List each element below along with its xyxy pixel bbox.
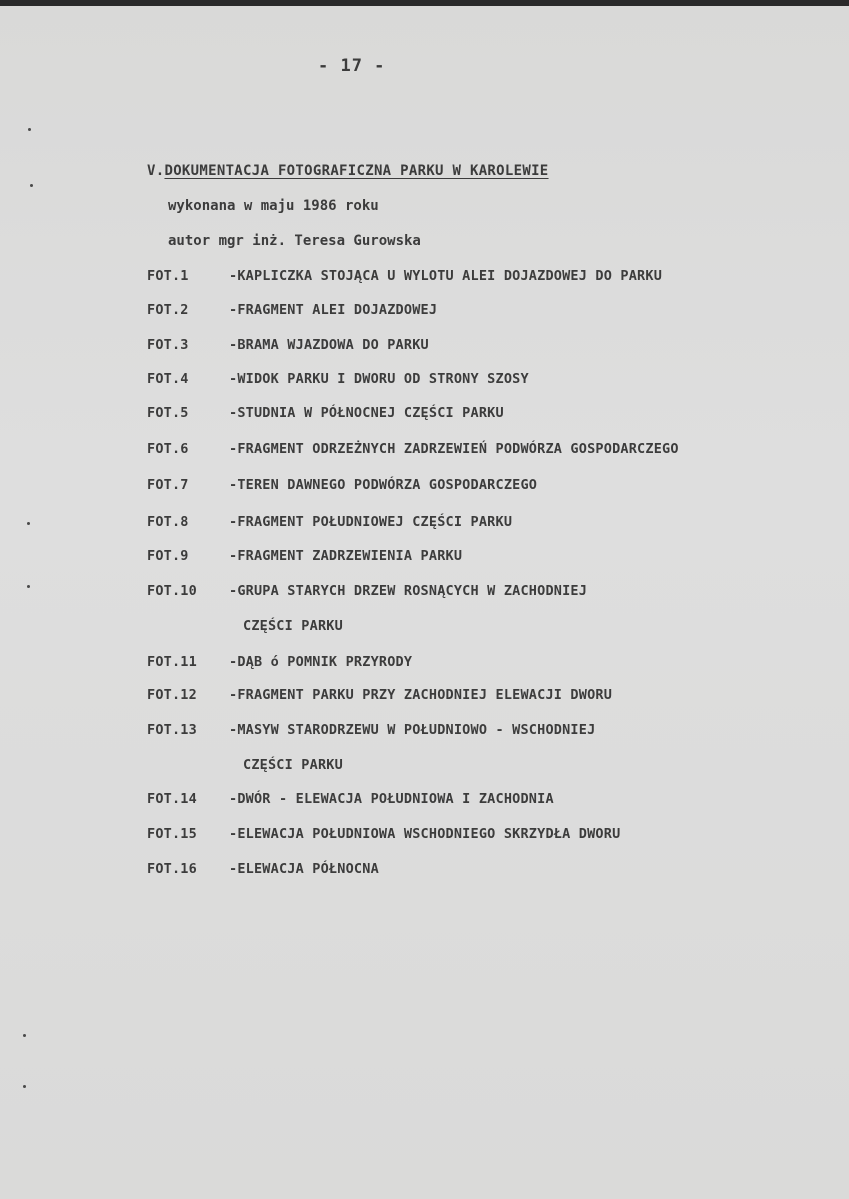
photo-description-continued: CZĘŚCI PARKU <box>243 757 343 773</box>
photo-description: -ELEWACJA PÓŁNOCNA <box>229 861 379 877</box>
photo-entry <box>147 268 662 284</box>
photo-description: -TEREN DAWNEGO PODWÓRZA GOSPODARCZEGO <box>229 477 538 493</box>
author-line: autor mgr inż. Teresa Gurowska <box>168 233 421 249</box>
photo-description: -BRAMA WJAZDOWA DO PARKU <box>229 337 429 353</box>
photo-entry <box>147 337 429 353</box>
photo-description: -MASYW STARODRZEWU W POŁUDNIOWO - WSCHODNIEJ <box>229 722 596 738</box>
section-title: DOKUMENTACJA FOTOGRAFICZNA PARKU W KAROLEWIE <box>164 163 549 179</box>
page-number: - 17 - <box>318 56 386 76</box>
photo-label: FOT.5 <box>147 405 189 421</box>
photo-description: -FRAGMENT POŁUDNIOWEJ CZĘŚCI PARKU <box>229 514 513 530</box>
scan-top-edge <box>0 0 849 6</box>
photo-label: FOT.10 <box>147 583 197 599</box>
punch-hole-mark <box>30 184 33 187</box>
photo-description: -STUDNIA W PÓŁNOCNEJ CZĘŚCI PARKU <box>229 405 504 421</box>
photo-label: FOT.2 <box>147 302 189 318</box>
punch-hole-mark <box>23 1034 26 1037</box>
date-line: wykonana w maju 1986 roku <box>168 198 379 214</box>
photo-entry <box>147 371 529 387</box>
punch-hole-mark <box>27 522 30 525</box>
photo-description: -DWÓR - ELEWACJA POŁUDNIOWA I ZACHODNIA <box>229 791 554 807</box>
photo-description: -DĄB ó POMNIK PRZYRODY <box>229 654 413 670</box>
photo-entry <box>147 826 620 842</box>
photo-entry <box>147 791 554 807</box>
photo-entry <box>147 514 512 530</box>
photo-description: -ELEWACJA POŁUDNIOWA WSCHODNIEGO SKRZYDŁA DWORU <box>229 826 621 842</box>
section-number: V. <box>147 163 165 179</box>
photo-description: -GRUPA STARYCH DRZEW ROSNĄCYCH W ZACHODNIEJ <box>229 583 588 599</box>
photo-entry <box>147 583 587 599</box>
photo-label: FOT.6 <box>147 441 189 457</box>
photo-entry <box>147 405 504 421</box>
photo-entry <box>147 687 612 703</box>
photo-description: -FRAGMENT ZADRZEWIENIA PARKU <box>229 548 463 564</box>
photo-description: -FRAGMENT ALEI DOJAZDOWEJ <box>229 302 438 318</box>
punch-hole-mark <box>27 585 30 588</box>
photo-description: -FRAGMENT PARKU PRZY ZACHODNIEJ ELEWACJI DWORU <box>229 687 613 703</box>
photo-entry <box>147 654 412 670</box>
photo-label: FOT.12 <box>147 687 197 703</box>
photo-description: -KAPLICZKA STOJĄCA U WYLOTU ALEI DOJAZDOWEJ DO PARKU <box>229 268 663 284</box>
section-heading <box>147 163 549 179</box>
photo-label: FOT.7 <box>147 477 189 493</box>
photo-entry <box>147 441 679 457</box>
photo-entry <box>147 477 537 493</box>
photo-label: FOT.1 <box>147 268 189 284</box>
photo-label: FOT.15 <box>147 826 197 842</box>
photo-entry <box>147 722 595 738</box>
photo-label: FOT.4 <box>147 371 189 387</box>
photo-label: FOT.3 <box>147 337 189 353</box>
photo-entry <box>147 548 462 564</box>
photo-description: -FRAGMENT ODRZEŻNYCH ZADRZEWIEŃ PODWÓRZA GOSPODARCZEGO <box>229 441 679 457</box>
photo-entry <box>147 302 437 318</box>
photo-label: FOT.8 <box>147 514 189 530</box>
punch-hole-mark <box>28 128 31 131</box>
punch-hole-mark <box>23 1085 26 1088</box>
photo-entry <box>147 861 379 877</box>
photo-label: FOT.16 <box>147 861 197 877</box>
photo-label: FOT.9 <box>147 548 189 564</box>
photo-label: FOT.14 <box>147 791 197 807</box>
photo-label: FOT.11 <box>147 654 197 670</box>
photo-description-continued: CZĘŚCI PARKU <box>243 618 343 634</box>
photo-label: FOT.13 <box>147 722 197 738</box>
photo-description: -WIDOK PARKU I DWORU OD STRONY SZOSY <box>229 371 529 387</box>
